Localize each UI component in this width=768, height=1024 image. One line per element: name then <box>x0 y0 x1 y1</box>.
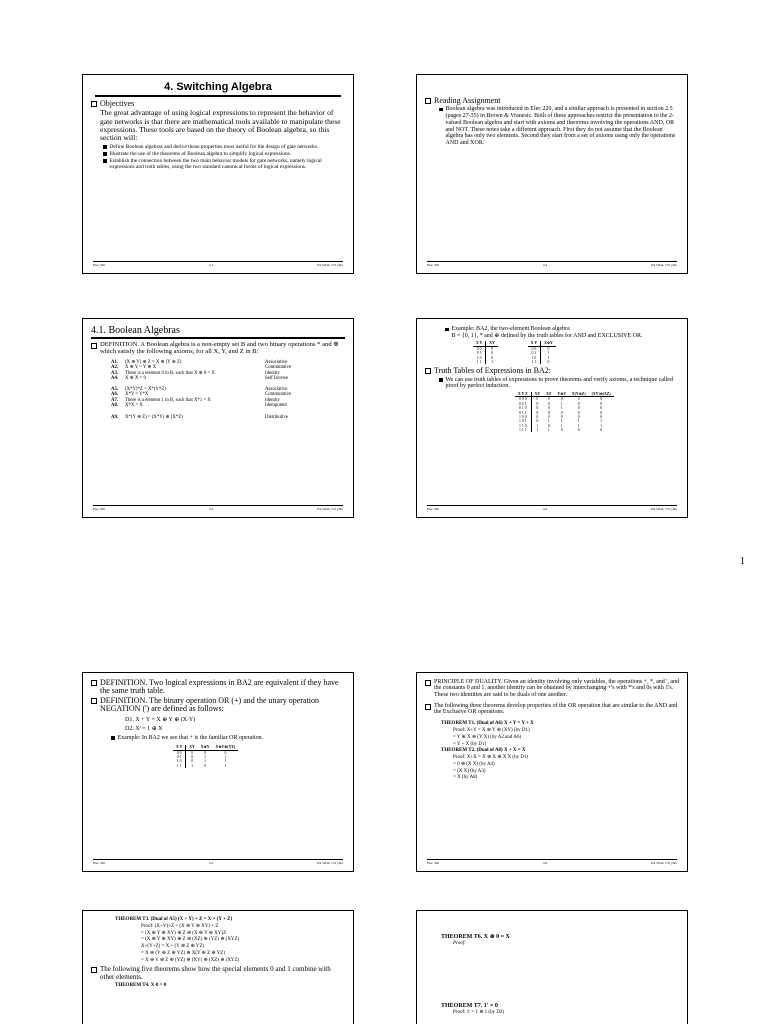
page-number: 1 <box>740 556 745 567</box>
table-header: X⊕Y <box>198 745 213 750</box>
table-cell: 0 <box>547 346 550 351</box>
square-bullet-icon <box>103 152 107 156</box>
axiom-eq: X*Y = Y*X <box>125 392 149 398</box>
table-cell: 0 <box>560 414 563 419</box>
table-cell: 1 <box>560 406 563 411</box>
checkbox-bullet-icon <box>91 680 97 686</box>
slide-4-6 <box>416 672 688 872</box>
table-cell: 1 <box>491 359 493 364</box>
table-cell: 0 <box>536 419 539 424</box>
table-cell: 1 <box>204 759 207 764</box>
table-cell: 0 1 <box>528 351 541 355</box>
xor-truth-table <box>528 341 556 364</box>
table-cell: 1 0 1 <box>515 419 531 423</box>
axiom-row <box>111 415 345 421</box>
slide-4-4 <box>416 318 688 518</box>
axiom-eq: There is a element 0 in B, such that X ⊕ 0 = X <box>125 370 215 376</box>
table-cell: 1 <box>560 419 563 424</box>
table-cell: 1 1 <box>528 360 541 364</box>
axiom-eq: X*(Y ⊕ Z) = (X*Y) ⊕ (X*Z) <box>125 414 183 420</box>
duality-paragraph: PRINCIPLE OF DUALITY. Given an identity involving only variables, the operations +, *, and ', and the constants 0 and 1, another identity can be obtained by interchanging +'s with *'s and 0s with 1's. These two identities are said to be duals of one another. <box>434 679 679 698</box>
axiom-name: Identity <box>265 397 280 403</box>
table-cell: 1 <box>224 763 227 768</box>
proof-line: = X ⊕ Y ⊕ Z ⊕ (YZ) ⊕ (XY) ⊕ (XZ) ⊕ (XYZ) <box>141 957 240 963</box>
slide-footer: Elec 326 4.4 Pat Wlsh, J W yhrs <box>427 507 677 511</box>
table-cell: 0 1 <box>473 351 486 355</box>
table-cell: 0 <box>536 397 539 402</box>
table-header: X Y <box>528 341 541 346</box>
table-cell: 1 <box>600 419 603 424</box>
theorem-t4: THEOREM T4. X·0 = 0 <box>115 982 167 988</box>
square-bullet-icon <box>103 159 107 163</box>
axiom-eq: X ⊕ Y = Y ⊕ X <box>125 365 157 371</box>
table-cell: 0 <box>577 406 580 411</box>
slide-4-2 <box>416 74 688 274</box>
slide-footer: Elec 326 4.6 Pat Wlsh, J W yhrs <box>427 861 677 865</box>
distributive-truth-table <box>515 392 614 432</box>
proof-line: = (X ⊕ Y ⊕ XY) ⊕ Z ⊕ (XZ) ⊕ (YZ) ⊕ (XYZ) <box>141 937 240 943</box>
axiom-name: Self Inverse <box>265 376 289 382</box>
table-cell: 0 0 <box>473 346 486 351</box>
table-cell: 1 <box>577 423 580 428</box>
checkbox-bullet-icon <box>91 698 97 704</box>
axiom-name: Associative <box>265 359 288 365</box>
table-cell: 0 0 <box>173 750 186 755</box>
table-cell: 0 <box>560 427 563 432</box>
table-cell: 0 <box>547 401 550 406</box>
list-item: Illustrate the use of the theorems of Boolean algebra to simplify logical expressions. <box>103 151 345 157</box>
proof-line: = Y ⊕ X ⊕ (Y X) (by A2 and A6) <box>453 734 522 740</box>
table-header: X⊕Y <box>541 341 556 346</box>
theorem-t7: THEOREM T7. 1' = 0 <box>441 1002 498 1009</box>
proof-line: = (X X) (by A3) <box>453 768 486 774</box>
slide-heading: Truth Tables of Expressions in BA2: <box>434 366 551 376</box>
checkbox-bullet-icon <box>425 368 431 374</box>
table-cell: 1 0 <box>173 759 186 763</box>
table-header: XZ <box>543 392 554 397</box>
table-cell: 0 <box>577 414 580 419</box>
table-cell: 0 <box>547 423 550 428</box>
table-cell: 0 <box>191 750 193 755</box>
axiom-n: A1. <box>111 359 119 365</box>
checkbox-bullet-icon <box>91 101 97 107</box>
table-row <box>173 764 238 768</box>
slide-footer: Elec 326 4.1 Pat Wlsh, J W yhrs <box>93 263 343 267</box>
table-cell: 0 <box>600 427 603 432</box>
list-item: We can use truth tables of expressions to prove theorems and verify axioms, a technique called proof by perfect induction. <box>439 377 679 390</box>
theorem-t6: THEOREM T6. X ⊕ 0 = X <box>441 934 510 940</box>
slide-4-3 <box>82 318 354 518</box>
table-cell: 1 <box>547 419 550 424</box>
slide-heading: Objectives <box>100 99 135 108</box>
theorem-t1: THEOREM T1. (Dual of A6) X + Y = Y + X <box>441 721 534 727</box>
theorem-t3: THEOREM T3. (Dual of A5) (X + Y) + Z = X + (Y + Z) <box>115 917 233 922</box>
table-header: Y⊕Z <box>554 392 568 397</box>
table-cell: 1 <box>547 355 550 360</box>
slide-4-1 <box>82 74 354 274</box>
table-cell: 0 <box>600 401 603 406</box>
table-cell: 0 1 <box>173 755 186 759</box>
table-cell: 1 <box>560 423 563 428</box>
axiom-row <box>111 376 345 382</box>
table-header: (XY)⊕(XZ) <box>589 392 614 397</box>
table-cell: 0 <box>560 410 563 415</box>
list-item: Define Boolean algebras and derive those properties most useful for the design of gate networks. <box>103 144 345 150</box>
square-bullet-icon <box>111 736 115 740</box>
table-cell: 0 <box>204 763 207 768</box>
table-cell: 0 <box>577 397 580 402</box>
axiom-n: A7. <box>111 397 119 403</box>
table-cell: 0 <box>600 414 603 419</box>
table-cell: 1 0 <box>473 356 486 360</box>
table-cell: 0 <box>536 401 539 406</box>
table-row <box>515 428 614 432</box>
table-cell: 0 <box>224 750 227 755</box>
axiom-n: A8. <box>111 403 119 409</box>
slide-4-8 <box>416 910 688 1024</box>
table-cell: 0 <box>547 397 550 402</box>
proof-label: Proof: <box>453 941 466 947</box>
table-cell: 0 <box>491 351 493 356</box>
table-header: X Y <box>473 341 486 346</box>
slide-footer: Elec 326 4.3 Pat Wlsh, J W yhrs <box>93 507 343 511</box>
table-cell: 0 <box>491 346 493 351</box>
slide-paragraph: The great advantage of using logical expressions to represent the behavior of gate networks is that there are mathematical tools available to manipulate these expressions. These tools are based on the theory of Boolean algebra, so this section will: <box>100 108 341 142</box>
table-cell: 1 <box>536 423 539 428</box>
axiom-n: A3. <box>111 370 119 376</box>
definition-d1: D1. X + Y = X ⊕ Y ⊕ (X·Y) <box>125 716 196 723</box>
definition-text: DEFINITION. The binary operation OR (+) and the unary operation NEGATION (') are defined as follows: <box>100 695 319 714</box>
table-cell: 0 <box>547 359 550 364</box>
table-cell: 1 1 0 <box>515 424 531 428</box>
table-cell: 1 <box>560 401 563 406</box>
axiom-name: Associative <box>265 386 288 392</box>
axiom-row <box>111 403 345 409</box>
table-cell: 0 0 0 <box>515 397 531 402</box>
checkbox-bullet-icon <box>91 967 97 973</box>
table-cell: 0 <box>536 410 539 415</box>
square-bullet-icon <box>439 108 443 112</box>
table-cell: 0 1 0 <box>515 406 531 410</box>
slide-paragraph: The following three theorems develop properties of the OR operation that are similar to the AND and the Exclusive OR operations. <box>434 702 678 716</box>
proof-t7: Proof: 1' = 1 ⊕ 1 (by D2) <box>453 1009 505 1015</box>
square-bullet-icon <box>439 378 443 382</box>
proof-line: X+(Y+Z) = X + (Y ⊕ Z ⊕ YZ) <box>141 944 205 949</box>
proof-line: = X ⊕ (Y ⊕ Z ⊕ YZ) ⊕ X(Y ⊕ Z ⊕ YZ) <box>141 950 226 956</box>
axiom-n: A9. <box>111 414 119 420</box>
slide-4-7 <box>82 910 354 1024</box>
table-cell: 1 0 <box>528 356 541 360</box>
table-header: XY <box>486 341 498 346</box>
table-cell: 1 <box>547 351 550 356</box>
definition-text: DEFINITION. Two logical expressions in BA2 are equivalent if they have the same truth table. <box>100 678 339 696</box>
table-cell: 0 0 1 <box>515 402 531 406</box>
slide-footer: Elec 326 4.2 Pat Wlsh, J W yhrs <box>427 263 677 267</box>
slide-heading: Reading Assignment <box>434 96 501 105</box>
axiom-eq: X*X = X <box>125 403 143 409</box>
axiom-eq: (X ⊕ Y) ⊕ Z = X ⊕ (Y ⊕ Z) <box>125 359 182 365</box>
axiom-eq: (X*Y)*Z = X*(Y*Z) <box>125 386 166 392</box>
table-cell: 0 <box>577 410 580 415</box>
table-cell: 0 <box>560 397 563 402</box>
table-header: X⊕Y⊕(XY) <box>212 745 238 750</box>
slide-title: 4. Switching Algebra <box>95 81 341 97</box>
table-cell: 1 <box>577 419 580 424</box>
list-item: Boolean algebra was introduced in Elec 220, and a similar approach is presented in section 2.5 (pages 27-35) in Brown & Vranesic. Both of these approaches restrict the presentation to the 2-valued Boolean algebra and start with axioms and theorems involving the operations AND, OR and NOT. These notes take a different approach. First they do not assume that the Boolean algebra has only two elements. Second they start from a set of axioms using only the operations AND and XOR. <box>439 106 679 146</box>
and-truth-table <box>473 341 498 364</box>
table-header: X(Y⊕Z) <box>569 392 589 397</box>
list-item: Example: BA2, the two-element Boolean algebra B = {0, 1}, * and ⊕ defined by the truth tables for AND and EXCLUSIVE OR. <box>445 326 679 339</box>
axiom-n: A2. <box>111 365 119 371</box>
table-cell: 0 <box>600 397 603 402</box>
table-cell: 0 <box>536 406 539 411</box>
definition-d2: D2. X' = 1 ⊕ X <box>125 725 163 732</box>
table-cell: 1 <box>224 759 227 764</box>
axiom-list <box>91 360 345 421</box>
axiom-name: Commutative <box>265 392 292 398</box>
proof-t2 <box>453 755 679 782</box>
axiom-name: Identity <box>265 370 280 376</box>
axiom-n: A5. <box>111 386 119 392</box>
proof-line: = 0 ⊕ (X X) (by A4) <box>453 761 495 767</box>
table-header: XY <box>186 745 198 750</box>
checkbox-bullet-icon <box>425 98 431 104</box>
table-row <box>528 360 556 364</box>
table-row <box>473 360 498 364</box>
table-cell: 0 <box>547 410 550 415</box>
table-cell: 0 <box>577 427 580 432</box>
axiom-name: Idempotent <box>265 403 287 409</box>
table-cell: 1 1 1 <box>515 428 531 432</box>
table-cell: 0 <box>191 759 193 764</box>
table-cell: 1 0 0 <box>515 415 531 419</box>
or-truth-table <box>173 745 238 768</box>
table-cell: 1 <box>547 427 550 432</box>
axiom-eq: X ⊕ X = 0 <box>125 376 146 382</box>
square-bullet-icon <box>103 145 107 149</box>
table-cell: 1 <box>204 755 207 759</box>
definition-text: DEFINITION. A Boolean algebra is a non-empty set B and two binary operations * and ⊕ which satisfy the following axioms, for all X, Y, and Z in B: <box>100 341 339 355</box>
table-cell: 0 <box>547 414 550 419</box>
table-cell: 1 1 <box>173 764 186 768</box>
table-header: XY <box>531 392 543 397</box>
axiom-name: Distributive <box>265 414 288 420</box>
table-cell: 0 <box>600 410 603 415</box>
axiom-eq: There is a element 1 in B, such that X*1 = X <box>125 397 211 403</box>
slide-title: 4.1. Boolean Algebras <box>91 325 345 339</box>
proof-line: = Y + X (by D1) <box>453 741 487 747</box>
slide-heading: The following five theorems show how the special elements 0 and 1 combine with other elements. <box>100 965 331 981</box>
checkbox-bullet-icon <box>91 343 97 349</box>
proof-t1 <box>453 728 679 748</box>
square-bullet-icon <box>445 328 449 332</box>
table-cell: 1 <box>191 763 193 768</box>
table-cell: 0 0 <box>528 346 541 351</box>
table-cell: 0 <box>204 750 207 755</box>
proof-line: Proof: X+Y = X ⊕ Y ⊕ (XY) (by D1) <box>453 728 530 734</box>
slide-4-5 <box>82 672 354 872</box>
table-cell: 0 <box>536 414 539 419</box>
axiom-name: Commutative <box>265 365 292 371</box>
list-item: Example: In BA2 we see that + is the familiar OR operation. <box>111 735 345 742</box>
checkbox-bullet-icon <box>425 704 431 710</box>
slide-footer: Elec 326 4.5 Pat Wlsh, J W yhrs <box>93 861 343 865</box>
list-item: Establish the connection between the two main behavior models for gate networks, namely logical expressions and truth tables, using the two standard canonical forms of logical expressions. <box>103 158 345 170</box>
proof-line: Proof: X+X = X ⊕ X ⊕ X X (by D1) <box>453 755 529 761</box>
table-cell: 1 1 <box>473 360 486 364</box>
table-cell: 1 <box>600 423 603 428</box>
proof-t3 <box>141 924 345 965</box>
axiom-n: A4. <box>111 376 119 382</box>
table-cell: 0 <box>547 406 550 411</box>
table-cell: 0 <box>600 406 603 411</box>
table-cell: 0 <box>191 755 193 759</box>
table-cell: 1 <box>224 755 227 759</box>
table-cell: 0 <box>577 401 580 406</box>
theorem-t2: THEOREM T2. (Dual of A8) X + X = X <box>441 748 526 754</box>
table-cell: 0 1 1 <box>515 411 531 415</box>
table-header: X Y Z <box>515 392 531 397</box>
proof-line: = (X ⊕ Y ⊕ XY) ⊕ Z ⊕ (X ⊕ Y ⊕ XY)Z <box>141 930 227 936</box>
table-header: X Y <box>173 745 186 750</box>
checkbox-bullet-icon <box>425 680 431 686</box>
table-cell: 0 <box>491 355 493 360</box>
axiom-n: A6. <box>111 392 119 398</box>
table-cell: 1 <box>536 427 539 432</box>
proof-line: Proof: (X+Y)+Z = (X ⊕ Y ⊕ XY) + Z <box>141 923 219 929</box>
proof-line: = X (by A8) <box>453 775 478 781</box>
